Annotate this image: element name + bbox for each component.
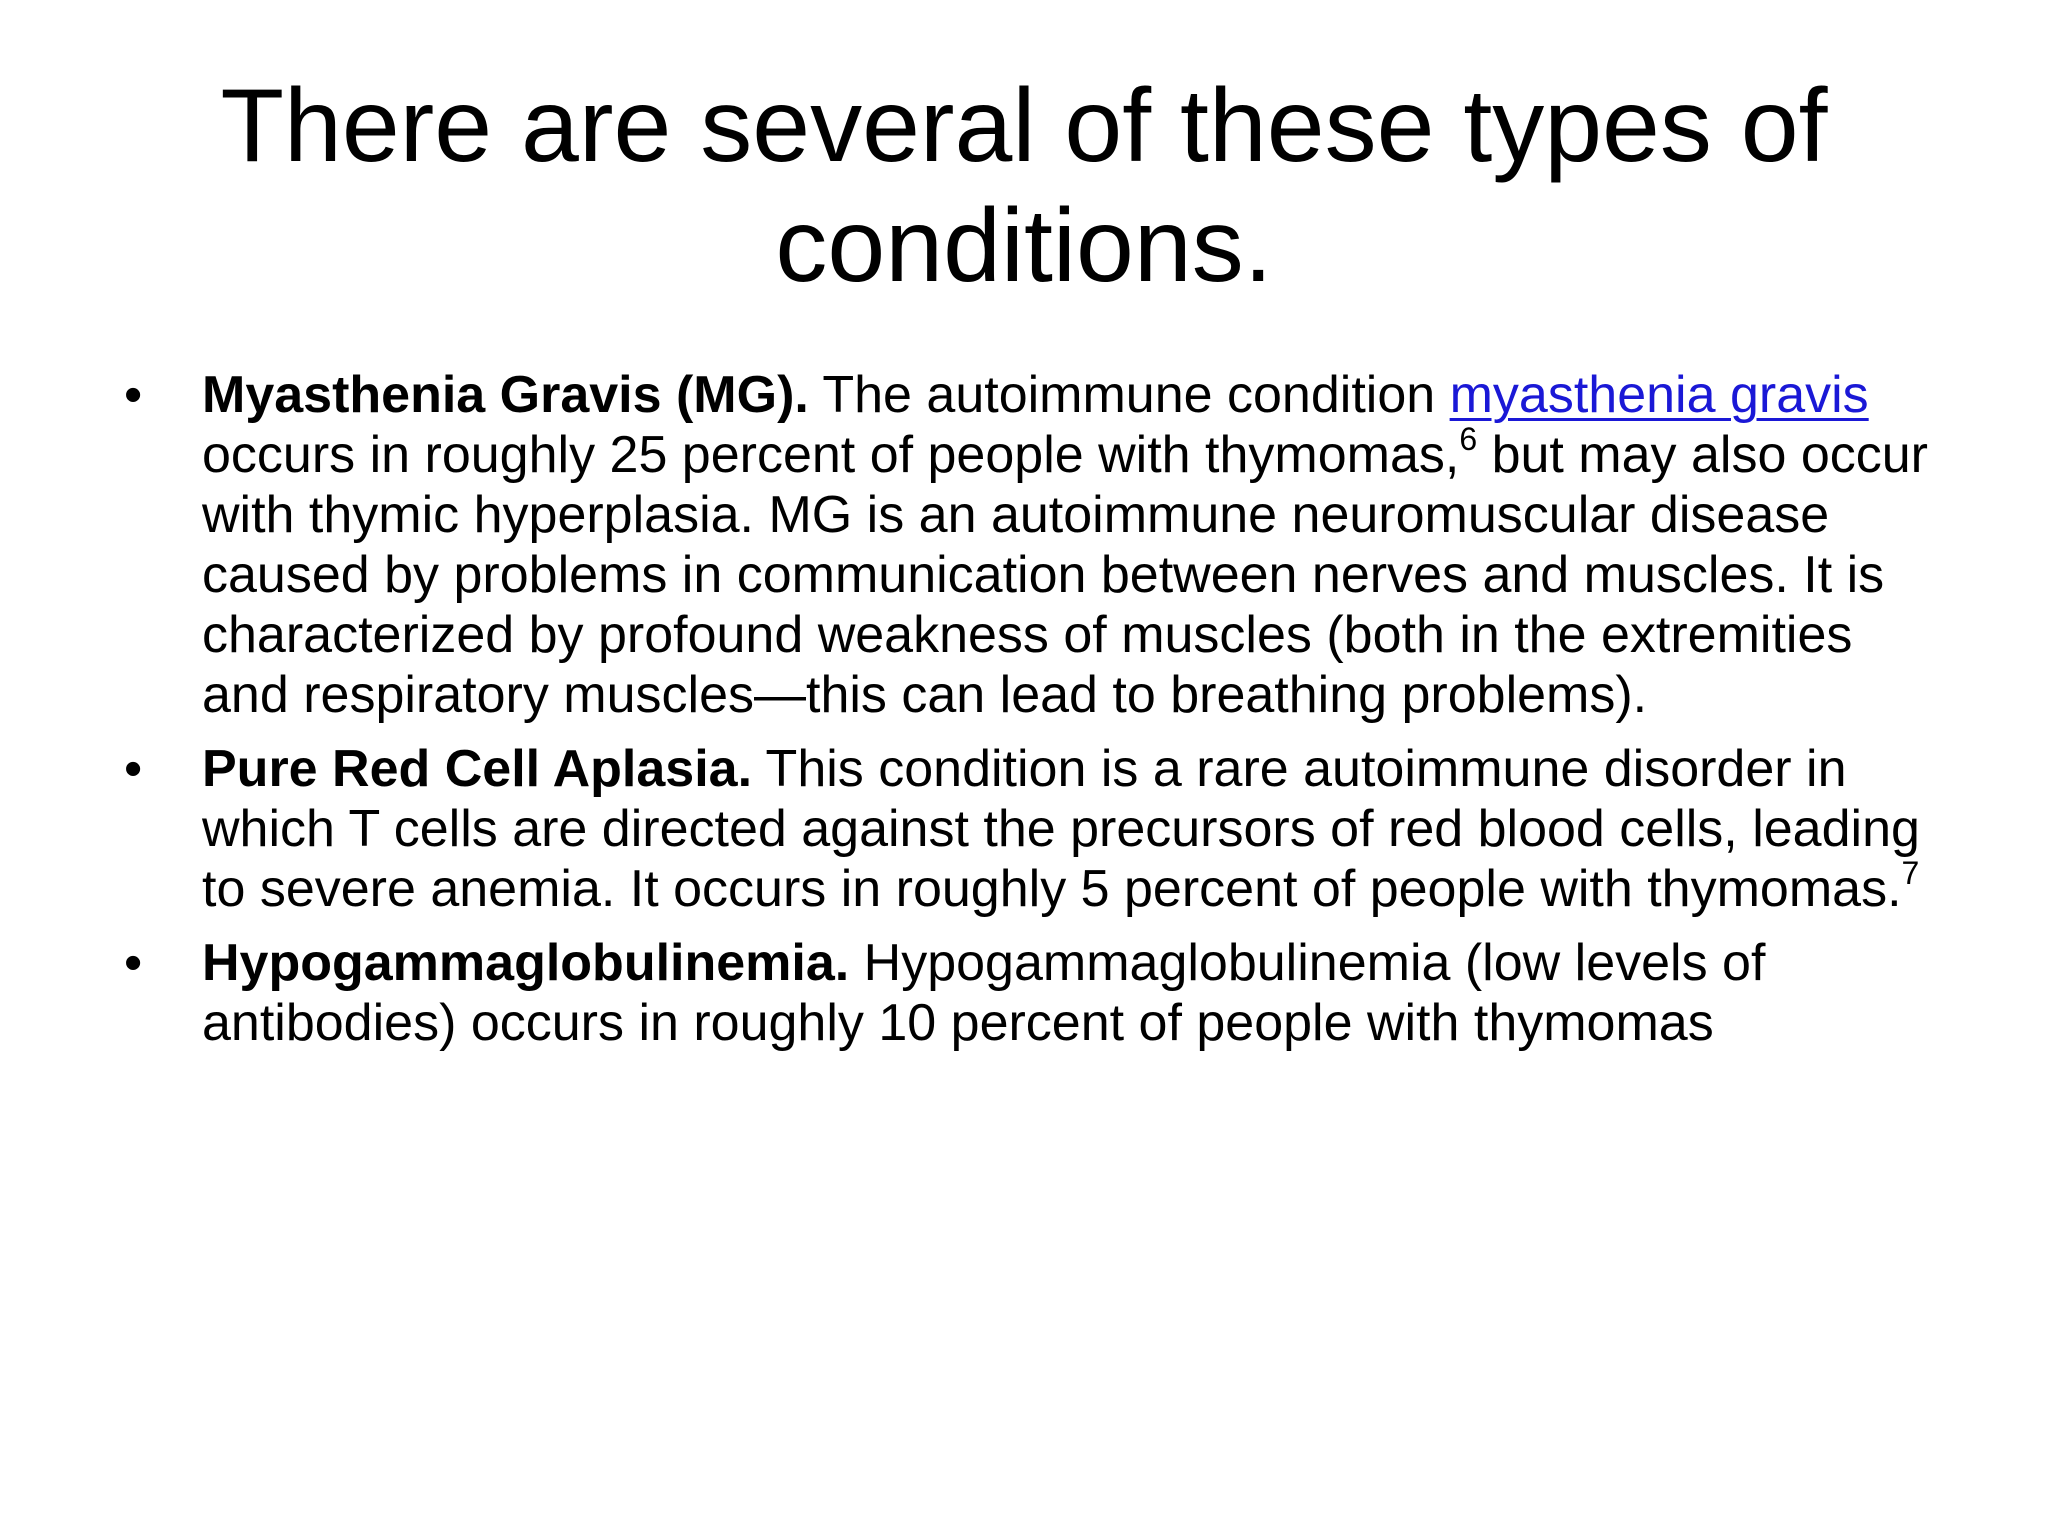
term-myasthenia-gravis: Myasthenia Gravis (MG). [202, 366, 809, 424]
bullet-icon: • [124, 366, 143, 424]
bullet-text: but may also occur with thymic hyperplasia. MG is an autoimmune neuromuscular disease caused by problems in communication between nerves and muscles. It is characterized by profound weakness of muscles (both in the extremities and respiratory muscles—this can lead to breathing problems). [202, 426, 1928, 724]
bullet-list [120, 365, 1950, 1067]
footnote-7: 7 [1901, 854, 1920, 891]
bullet-text: The autoimmune condition [808, 366, 1450, 424]
bullet-myasthenia-gravis [120, 365, 1950, 725]
bullet-icon: • [124, 934, 143, 992]
term-pure-red-cell-aplasia: Pure Red Cell Aplasia. [202, 740, 753, 798]
bullet-icon: • [124, 740, 143, 798]
myasthenia-gravis-link[interactable]: myasthenia gravis [1449, 366, 1869, 424]
footnote-6: 6 [1459, 420, 1478, 457]
bullet-text: This condition is a rare autoimmune disorder in which T cells are directed against the precursors of red blood cells, leading to severe anemia. It occurs in roughly 5 percent of people with thymomas. [202, 740, 1920, 918]
bullet-text: occurs in roughly 25 percent of people with thymomas, [202, 426, 1460, 484]
term-hypogammaglobulinemia: Hypogammaglobulinemia. [202, 934, 850, 992]
bullet-hypogammaglobulinemia [120, 933, 1950, 1053]
bullet-pure-red-cell-aplasia [120, 739, 1950, 919]
slide-title: There are several of these types of conditions. [220, 68, 1828, 304]
bullet-text: Hypogammaglobulinemia (low levels of antibodies) occurs in roughly 10 percent of people with thymomas [202, 934, 1766, 1052]
